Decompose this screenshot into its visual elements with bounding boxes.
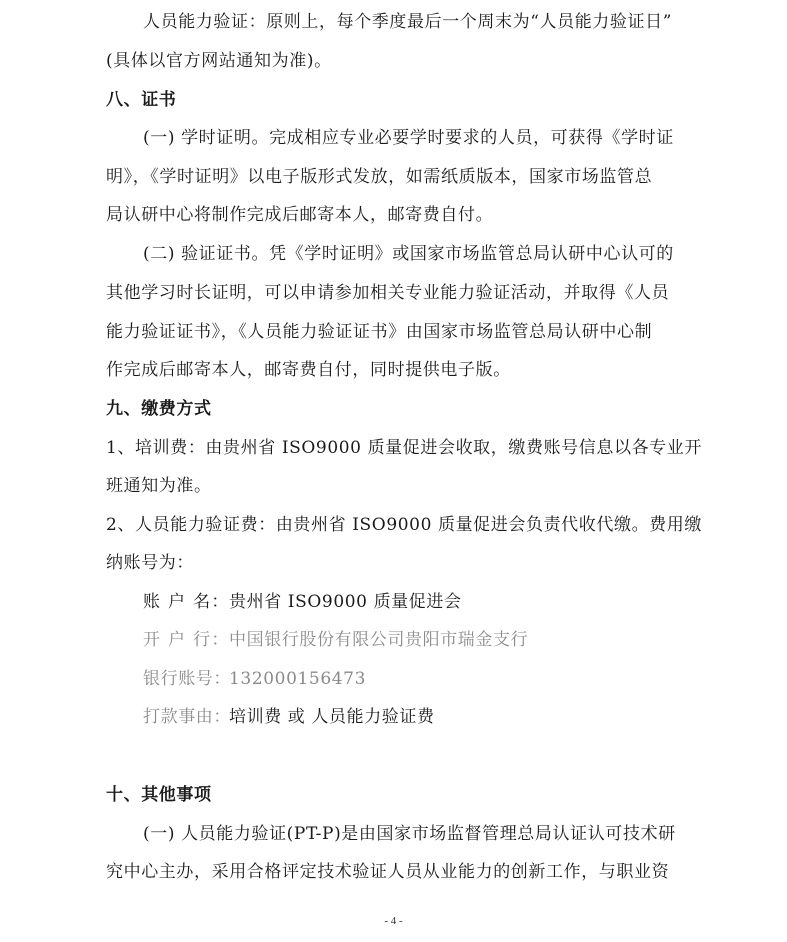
account-bank-value: 中国银行股份有限公司贵阳市瑞金支行 bbox=[229, 630, 529, 650]
paragraph-line: 究中心主办，采用合格评定技术验证人员从业能力的创新工作，与职业资 bbox=[106, 862, 670, 882]
account-name-value: 贵州省 ISO9000 质量促进会 bbox=[229, 592, 462, 612]
account-bank-label: 开 户 行： bbox=[143, 630, 229, 650]
paragraph-line: (二) 验证证书。凭《学时证明》或国家市场监管总局认研中心认可的 bbox=[143, 244, 674, 264]
section-heading-certificate: 八、证书 bbox=[106, 90, 177, 110]
account-name-label: 账 户 名： bbox=[143, 592, 229, 612]
account-number-row bbox=[143, 667, 694, 691]
paragraph-line: 其他学习时长证明，可以申请参加相关专业能力验证活动，并取得《人员 bbox=[106, 283, 670, 303]
paragraph-line: 明》，《学时证明》以电子版形式发放，如需纸质版本，国家市场监管总 bbox=[106, 167, 653, 187]
paragraph-line: 2、人员能力验证费：由贵州省 ISO9000 质量促进会负责代收代缴。费用缴 bbox=[106, 515, 702, 535]
account-reason-label: 打款事由： bbox=[143, 707, 231, 727]
section-heading-payment: 九、缴费方式 bbox=[106, 399, 212, 419]
paragraph-line: (具体以官方网站通知为准)。 bbox=[106, 51, 332, 71]
paragraph-line: (一) 学时证明。完成相应专业必要学时要求的人员，可获得《学时证 bbox=[143, 128, 674, 148]
account-name-row bbox=[143, 590, 694, 614]
paragraph-line: (一) 人员能力验证(PT-P)是由国家市场监督管理总局认证认可技术研 bbox=[143, 824, 676, 844]
paragraph-line: 能力验证证书》，《人员能力验证证书》由国家市场监管总局认研中心制 bbox=[106, 322, 653, 342]
account-reason-row bbox=[143, 705, 694, 729]
paragraph-line: 1、培训费：由贵州省 ISO9000 质量促进会收取，缴费账号信息以各专业开 bbox=[106, 438, 702, 458]
paragraph-line: 人员能力验证：原则上，每个季度最后一个周末为“人员能力验证日” bbox=[143, 12, 672, 32]
section-heading-other: 十、其他事项 bbox=[106, 785, 212, 805]
account-bank-row bbox=[143, 628, 694, 652]
account-number-label: 银行账号： bbox=[143, 669, 231, 689]
paragraph-line: 班通知为准。 bbox=[106, 476, 212, 496]
paragraph-line: 作完成后邮寄本人，邮寄费自付，同时提供电子版。 bbox=[106, 360, 511, 380]
account-number-value: 132000156473 bbox=[229, 669, 366, 689]
account-reason-value: 培训费 或 人员能力验证费 bbox=[229, 707, 435, 727]
paragraph-line: 局认研中心将制作完成后邮寄本人，邮寄费自付。 bbox=[106, 205, 494, 225]
paragraph-line: 纳账号为： bbox=[106, 553, 194, 573]
page-number: - 4 - bbox=[384, 915, 403, 927]
